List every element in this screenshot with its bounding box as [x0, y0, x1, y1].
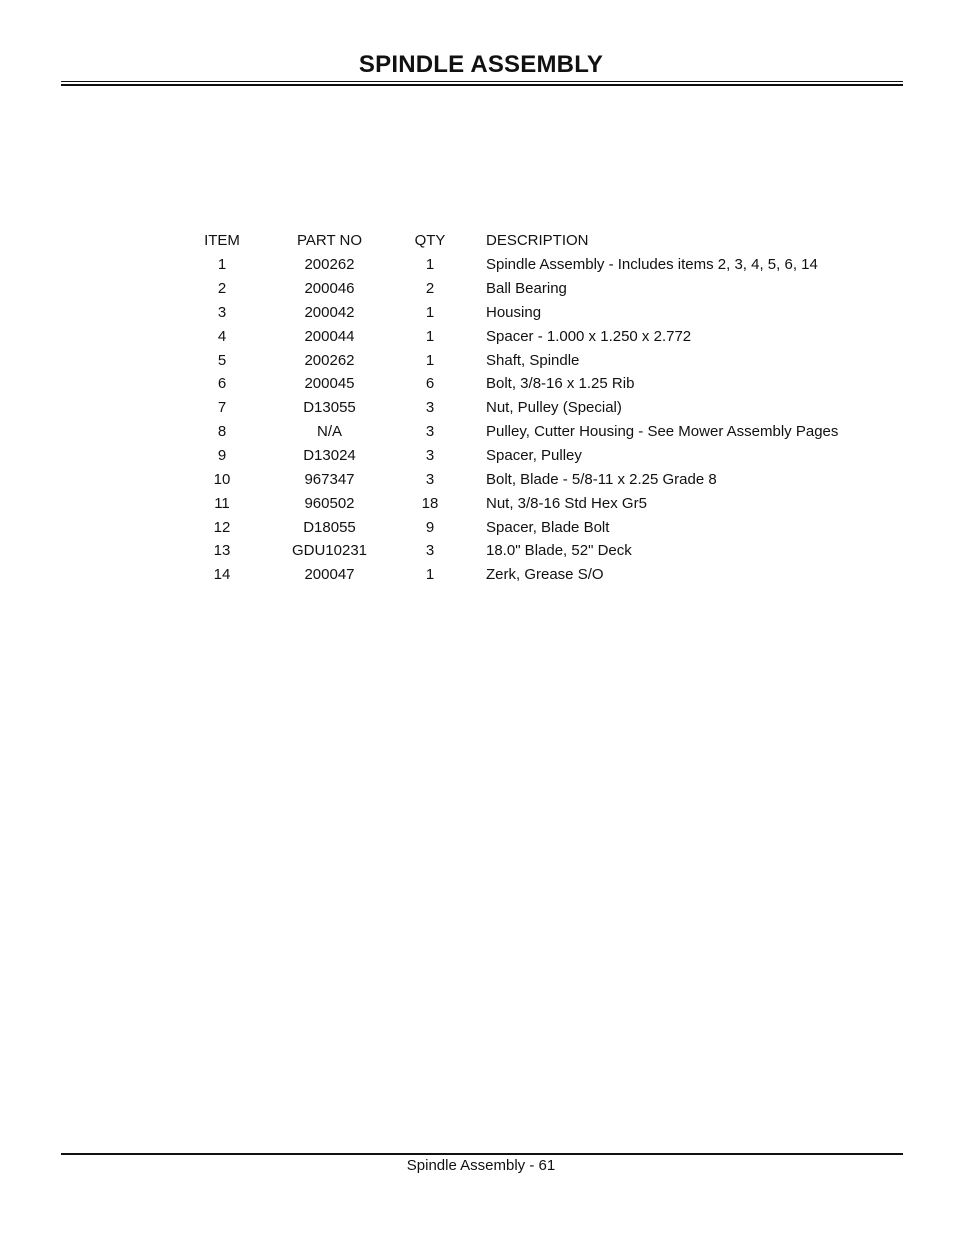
cell-part-no: 200045	[304, 375, 355, 393]
page-title: SPINDLE ASSEMBLY	[358, 51, 604, 78]
cell-item: 3	[217, 303, 227, 321]
table-row	[184, 372, 838, 396]
cell-qty: 1	[425, 351, 435, 369]
cell-part-no: N/A	[316, 423, 342, 441]
cell-part-no: 967347	[304, 470, 355, 488]
cell-description: Nut, Pulley (Special)	[486, 399, 622, 417]
cell-item: 9	[217, 447, 227, 465]
cell-description: Housing	[486, 303, 542, 321]
cell-qty: 2	[425, 280, 435, 298]
cell-qty: 3	[425, 447, 435, 465]
cell-gap	[461, 539, 486, 563]
cell-part-no: D13055	[303, 399, 356, 417]
cell-item: 13	[213, 542, 231, 560]
cell-part-no: GDU10231	[291, 542, 368, 560]
cell-part-no: 200046	[304, 280, 355, 298]
cell-part-no: 960502	[304, 494, 355, 512]
cell-part-no: D18055	[303, 518, 356, 536]
cell-description: Bolt, 3/8-16 x 1.25 Rib	[486, 375, 635, 393]
cell-qty: 1	[425, 256, 435, 274]
table-row	[184, 515, 838, 539]
cell-qty: 1	[425, 303, 435, 321]
cell-gap	[461, 324, 486, 348]
cell-gap	[461, 348, 486, 372]
table-row	[184, 324, 838, 348]
cell-description: Spacer - 1.000 x 1.250 x 2.772	[486, 327, 692, 345]
cell-part-no: 200042	[304, 303, 355, 321]
header-description: DESCRIPTION	[486, 232, 589, 250]
cell-item: 1	[217, 256, 227, 274]
cell-qty: 3	[425, 399, 435, 417]
cell-gap	[461, 277, 486, 301]
cell-description: Spacer, Blade Bolt	[486, 518, 610, 536]
cell-item: 8	[217, 423, 227, 441]
cell-gap	[461, 563, 486, 587]
table-row	[184, 301, 838, 325]
cell-item: 6	[217, 375, 227, 393]
cell-qty: 1	[425, 566, 435, 584]
cell-gap	[461, 301, 486, 325]
cell-item: 10	[213, 470, 231, 488]
cell-part-no: D13024	[303, 447, 356, 465]
table-row	[184, 444, 838, 468]
cell-description: Zerk, Grease S/O	[486, 566, 604, 584]
cell-description: 18.0" Blade, 52" Deck	[486, 542, 632, 560]
cell-qty: 6	[425, 375, 435, 393]
cell-gap	[461, 444, 486, 468]
header-item: ITEM	[204, 232, 240, 250]
title-rule	[61, 81, 903, 86]
cell-description: Pulley, Cutter Housing - See Mower Assembly Pages	[486, 423, 839, 441]
cell-gap	[461, 372, 486, 396]
cell-description: Bolt, Blade - 5/8-11 x 2.25 Grade 8	[486, 470, 717, 488]
table-row	[184, 396, 838, 420]
cell-gap	[461, 420, 486, 444]
cell-qty: 3	[425, 542, 435, 560]
cell-gap	[461, 396, 486, 420]
footer-rule	[61, 1153, 903, 1155]
cell-qty: 18	[421, 494, 439, 512]
cell-qty: 9	[425, 518, 435, 536]
cell-item: 5	[217, 351, 227, 369]
cell-gap	[461, 467, 486, 491]
cell-part-no: 200262	[304, 256, 355, 274]
cell-description: Spindle Assembly - Includes items 2, 3, 4, 5, 6, 14	[486, 256, 818, 274]
cell-gap	[461, 515, 486, 539]
table-row	[184, 253, 838, 277]
table-row	[184, 277, 838, 301]
cell-qty: 3	[425, 470, 435, 488]
table-row	[184, 491, 838, 515]
table-row	[184, 420, 838, 444]
cell-qty: 3	[425, 423, 435, 441]
table-row	[184, 539, 838, 563]
table-row	[184, 348, 838, 372]
cell-item: 2	[217, 280, 227, 298]
cell-item: 14	[213, 566, 231, 584]
header-qty: QTY	[414, 232, 446, 250]
cell-item: 11	[214, 494, 230, 512]
cell-description: Shaft, Spindle	[486, 351, 580, 369]
cell-description: Nut, 3/8-16 Std Hex Gr5	[486, 494, 647, 512]
cell-gap	[461, 253, 486, 277]
parts-table	[184, 229, 838, 587]
table-row	[184, 467, 838, 491]
cell-qty: 1	[425, 327, 435, 345]
cell-item: 12	[213, 518, 231, 536]
table-row	[184, 563, 838, 587]
cell-part-no: 200262	[304, 351, 355, 369]
cell-description: Spacer, Pulley	[486, 447, 582, 465]
cell-item: 7	[217, 399, 227, 417]
cell-part-no: 200047	[304, 566, 355, 584]
cell-description: Ball Bearing	[486, 280, 567, 298]
cell-item: 4	[217, 327, 227, 345]
table-header-row	[184, 229, 838, 253]
header-gap	[461, 229, 486, 253]
page-footer: Spindle Assembly - 61	[406, 1157, 556, 1174]
cell-part-no: 200044	[304, 327, 355, 345]
cell-gap	[461, 491, 486, 515]
header-part-no: PART NO	[296, 232, 363, 250]
